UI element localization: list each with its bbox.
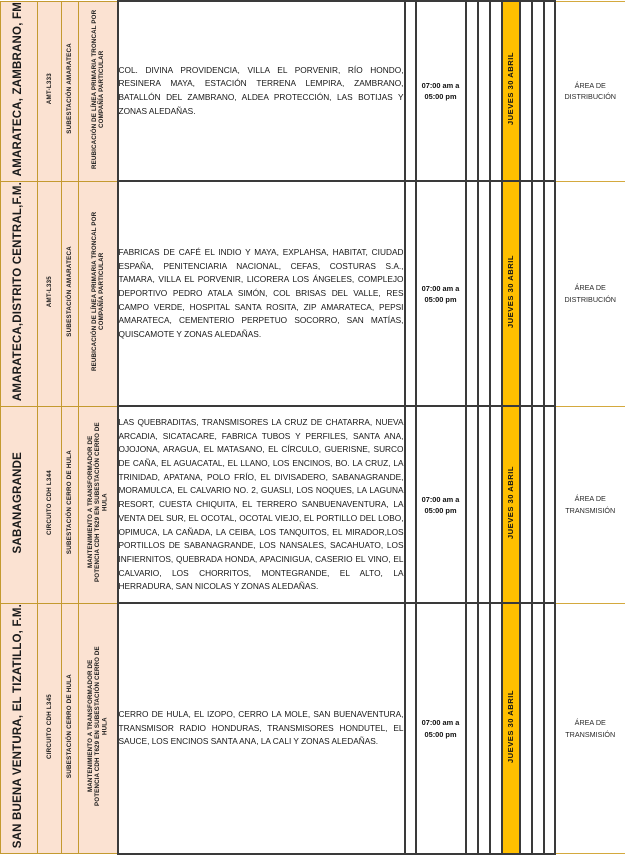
- cell-work-description: [79, 406, 118, 603]
- cell-day-highlight: [502, 406, 520, 603]
- cell-spacer: [466, 1, 478, 181]
- cell-spacer: [478, 1, 490, 181]
- cell-day-highlight: [502, 181, 520, 406]
- cell-area-type: [555, 181, 625, 406]
- cell-area-name: [1, 181, 38, 406]
- cell-day-highlight: [502, 603, 520, 853]
- cell-area-name: [1, 406, 38, 603]
- area-name-label: AMARATECA, ZAMBRANO, FM: [12, 2, 25, 176]
- hours-end: 05:00 pm: [417, 294, 465, 305]
- work-label: REUBICACIÓN DE LÍNEA PRIMARIA TRONCAL POR COMPAÑÍA PARTICULAR: [91, 211, 105, 371]
- day-label: JUEVES 30 ABRIL: [506, 255, 515, 328]
- cell-spacer: [405, 1, 416, 181]
- cell-spacer: [532, 406, 544, 603]
- day-label: JUEVES 30 ABRIL: [506, 690, 515, 763]
- cell-affected-zones: LAS QUEBRADITAS, TRANSMISORES LA CRUZ DE CHATARRA, NUEVA ARCADIA, SICATACARE, FABRICA TUBOS Y PERFILES, SANTA ANA, OJOJONA, ARAGUA, EL MATASANO, EL CÍRCULO, GUERISNE, SURCO DE CAÑA, EL AGUACATAL, EL LLANO, LOS ENCINOS, BO. LA CRUZ, LA TRINIDAD, APATANA, POLO FRÍO, EL DIVISADERO, SABANAGRANDE, MORAMULCA, EL CALVARIO NO. 2, GUASLI, LOS NOQUES, LA LAGUNA RESORT, CUESTA CHIQUITA, EL TERRERO SANBUENAVENTURA, LA VENTA DEL SUR, EL OCOTAL, OCOTAL VIEJO, EL PORTILLO DEL LOBO, OPIMUCA, LA CAÑADA, LA CEIBA, LOS TANQUITOS, EL MIRADOR,LOS PORTILLOS DE SABANAGRANDE, LOS NANSALES, SACAHUATO, LOS INFIERNITOS, QUEBRADA HONDA, APACINIGUA, CASERIO EL VINO, EL CALVARIO, LOS CHORRITOS, MONTEGRANDE, EL ALTO, LA HERRADURA, SAN NICOLAS Y ZONAS ALEDAÑAS.: [118, 406, 405, 603]
- circuit-label: CIRCUITO CDH L345: [46, 694, 53, 759]
- cell-substation: [62, 181, 79, 406]
- area-type-line-2: TRANSMISIÓN: [556, 729, 625, 741]
- cell-area-name: [1, 1, 38, 181]
- cell-circuit: [38, 603, 62, 853]
- cell-affected-zones: COL. DIVINA PROVIDENCIA, VILLA EL PORVENIR, RÍO HONDO, RESINERA MAYA, ESTACIÓN TERRENA LEMPIRA, ZAMBRANO, BATALLÓN DEL ZAMBRANO, ALDEA PROTECCIÓN, LAS BOTIJAS Y ZONAS ALEDAÑAS.: [118, 1, 405, 181]
- cell-spacer: [520, 603, 532, 853]
- cell-substation: [62, 603, 79, 853]
- cell-spacer: [544, 603, 555, 853]
- cell-spacer: [405, 603, 416, 853]
- cell-spacer: [532, 1, 544, 181]
- cell-substation: [62, 1, 79, 181]
- area-name-label: AMARATECA,DISTRITO CENTRAL,F.M.: [12, 182, 25, 401]
- substation-label: SUBESTACIÓN CERRO DE HULA: [66, 450, 73, 554]
- day-label: JUEVES 30 ABRIL: [506, 52, 515, 125]
- cell-spacer: [478, 181, 490, 406]
- work-label: REUBICACIÓN DE LÍNEA PRIMARIA TRONCAL POR COMPAÑÍA PARTICULAR: [91, 9, 105, 169]
- table-row: [1, 406, 625, 603]
- area-type-line-1: ÁREA DE: [556, 80, 625, 92]
- cell-spacer: [478, 406, 490, 603]
- area-type-line-1: ÁREA DE: [556, 282, 625, 294]
- cell-substation: [62, 406, 79, 603]
- hours-start: 07:00 am a: [417, 80, 465, 91]
- cell-area-name: [1, 603, 38, 853]
- area-type-line-1: ÁREA DE: [556, 717, 625, 729]
- day-label: JUEVES 30 ABRIL: [506, 466, 515, 539]
- cell-spacer: [405, 181, 416, 406]
- hours-end: 05:00 pm: [417, 91, 465, 102]
- cell-spacer: [544, 1, 555, 181]
- area-name-label: SABANAGRANDE: [12, 452, 25, 553]
- circuit-label: AMT-L333: [46, 73, 53, 104]
- circuit-label: AMT-L335: [46, 276, 53, 307]
- area-type-line-2: TRANSMISIÓN: [556, 505, 625, 517]
- circuit-label: CIRCUITO CDH L344: [46, 470, 53, 535]
- cell-spacer: [490, 603, 502, 853]
- hours-end: 05:00 pm: [417, 505, 465, 516]
- area-type-line-2: DISTRIBUCIÓN: [556, 294, 625, 306]
- cell-spacer: [532, 603, 544, 853]
- table-row: [1, 603, 625, 853]
- work-label: MANTENIMIENTO A TRANSFORMADOR DE POTENCIA CDH T629 EN SUBESTACIÓN CERRO DE HULA: [87, 646, 108, 806]
- hours-end: 05:00 pm: [417, 729, 465, 740]
- cell-spacer: [478, 603, 490, 853]
- cell-spacer: [520, 181, 532, 406]
- cell-spacer: [405, 406, 416, 603]
- cell-spacer: [490, 181, 502, 406]
- cell-area-type: [555, 406, 625, 603]
- area-type-line-1: ÁREA DE: [556, 493, 625, 505]
- cell-circuit: [38, 406, 62, 603]
- cell-hours: [416, 406, 466, 603]
- cell-spacer: [520, 1, 532, 181]
- area-name-label: SAN BUENA VENTURA, EL TIZATILLO, F.M.: [12, 604, 25, 848]
- cell-spacer: [532, 181, 544, 406]
- hours-start: 07:00 am a: [417, 283, 465, 294]
- cell-day-highlight: [502, 1, 520, 181]
- cell-work-description: [79, 1, 118, 181]
- cell-affected-zones: CERRO DE HULA, EL IZOPO, CERRO LA MOLE, SAN BUENAVENTURA, TRANSMISOR RADIO HONDURAS, TRANSMISORES HONDUTEL, EL SAUCE, LOS ENCINOS SANTA ANA, LA CALI Y ZONAS ALEDAÑAS.: [118, 603, 405, 853]
- table-row: [1, 181, 625, 406]
- cell-spacer: [544, 406, 555, 603]
- cell-circuit: [38, 1, 62, 181]
- cell-work-description: [79, 603, 118, 853]
- cell-spacer: [544, 181, 555, 406]
- cell-hours: [416, 603, 466, 853]
- cell-spacer: [520, 406, 532, 603]
- area-type-line-2: DISTRIBUCIÓN: [556, 91, 625, 103]
- cell-hours: [416, 181, 466, 406]
- substation-label: SUBESTACIÓN AMARATECA: [66, 246, 73, 337]
- cell-affected-zones: FABRICAS DE CAFÉ EL INDIO Y MAYA, EXPLAHSA, HABITAT, CIUDAD ESPAÑA, PENITENCIARIA NACIONAL, CEFAS, COSTURAS S.A., TAMARA, VILLA EL PORVENIR, LICORERA LOS ÁNGELES, COMPLEJO DEPORTIVO PEDRO ATALA SIMÓN, COL BRISAS DEL VALLE, RES CAMPO VERDE, HOSPITAL SANTA ROSITA, ZIP AMARATECA, PEPSI AMARATECA, CEMENTERIO PERPETUO SOCORRO, SAN MATÍAS, QUISCAMOTE Y ZONAS ALEDAÑAS.: [118, 181, 405, 406]
- substation-label: SUBESTACIÓN AMARATECA: [66, 43, 73, 134]
- work-label: MANTENIMIENTO A TRANSFORMADOR DE POTENCIA CDH T629 EN SUBESTACIÓN CERRO DE HULA: [87, 422, 108, 582]
- hours-start: 07:00 am a: [417, 494, 465, 505]
- cell-spacer: [490, 1, 502, 181]
- cell-circuit: [38, 181, 62, 406]
- cell-spacer: [466, 406, 478, 603]
- cell-area-type: [555, 603, 625, 853]
- cell-work-description: [79, 181, 118, 406]
- hours-start: 07:00 am a: [417, 717, 465, 728]
- cell-spacer: [490, 406, 502, 603]
- cell-hours: [416, 1, 466, 181]
- cell-spacer: [466, 603, 478, 853]
- cell-area-type: [555, 1, 625, 181]
- table-row: [1, 1, 625, 181]
- substation-label: SUBESTACIÓN CERRO DE HULA: [66, 674, 73, 778]
- cell-spacer: [466, 181, 478, 406]
